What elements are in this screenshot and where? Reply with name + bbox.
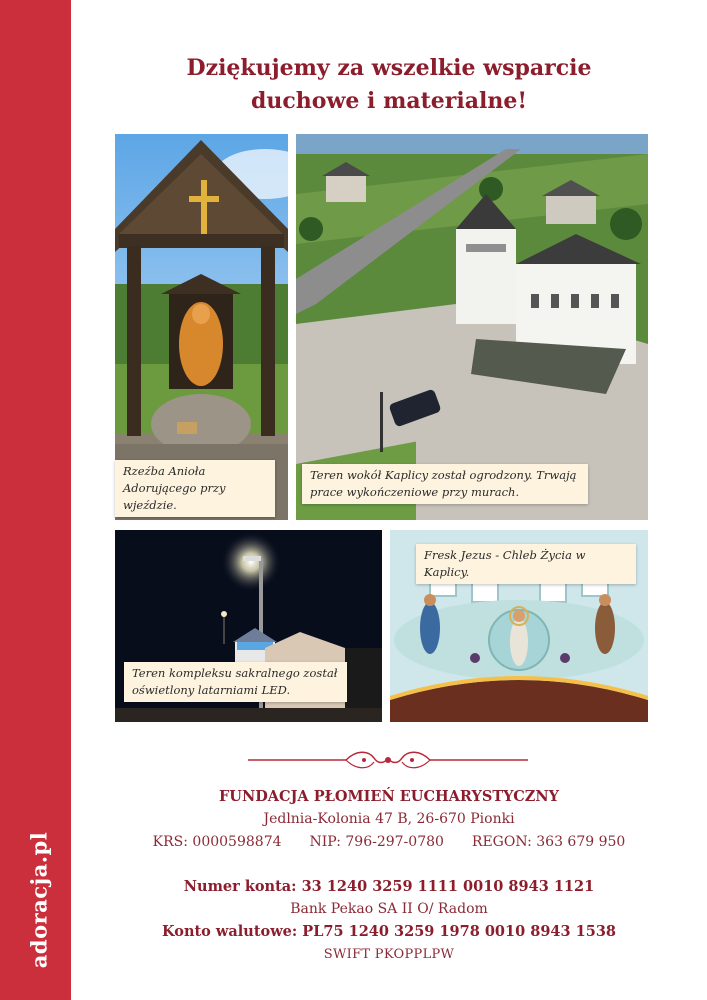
thanks-headline-line-2: duchowe i materialne!	[251, 88, 527, 114]
swift-code: SWIFT PKOPPLPW	[323, 947, 455, 962]
caption-angel-sculpture	[115, 460, 275, 517]
caption-line: Rzeźba Anioła	[123, 464, 206, 478]
bank-name: Bank Pekao SA II O/ Radom	[290, 901, 488, 917]
caption-line: Adorującego przy	[123, 481, 226, 495]
caption-line: Teren kompleksu sakralnego został	[132, 666, 338, 680]
caption-fresco	[416, 544, 636, 584]
caption-line: prace wykończeniowe przy murach.	[310, 485, 520, 499]
caption-line: wjeździe.	[123, 498, 177, 512]
krs-number: KRS: 0000598874	[152, 834, 282, 850]
caption-line: Fresk Jezus - Chleb Życia w Kaplicy.	[424, 548, 586, 579]
caption-line: Teren wokół Kaplicy został ogrodzony. Trwają	[310, 468, 577, 482]
caption-chapel-fence	[302, 464, 588, 504]
fx-account-number: Konto walutowe: PL75 1240 3259 1978 0010 8943 1538	[161, 923, 617, 940]
thanks-headline-line-1: Dziękujemy za wszelkie wsparcie	[186, 55, 592, 81]
account-number: Numer konta: 33 1240 3259 1111 0010 8943 1121	[183, 878, 595, 895]
caption-line: oświetlony latarniami LED.	[132, 683, 291, 697]
sidebar-band	[0, 0, 71, 1000]
foundation-address: Jedlnia-Kolonia 47 B, 26-670 Pionki	[263, 811, 515, 827]
registration-ids	[71, 834, 707, 850]
photo-chapel-aerial	[296, 134, 648, 520]
ornament-divider	[246, 748, 530, 772]
caption-led-lamps	[124, 662, 347, 702]
regon-number: REGON: 363 679 950	[471, 834, 626, 850]
foundation-name: FUNDACJA PŁOMIEŃ EUCHARYSTYCZNY	[219, 788, 559, 805]
website-label: adoracja.pl	[26, 831, 52, 969]
nip-number: NIP: 796-297-0780	[309, 834, 444, 850]
